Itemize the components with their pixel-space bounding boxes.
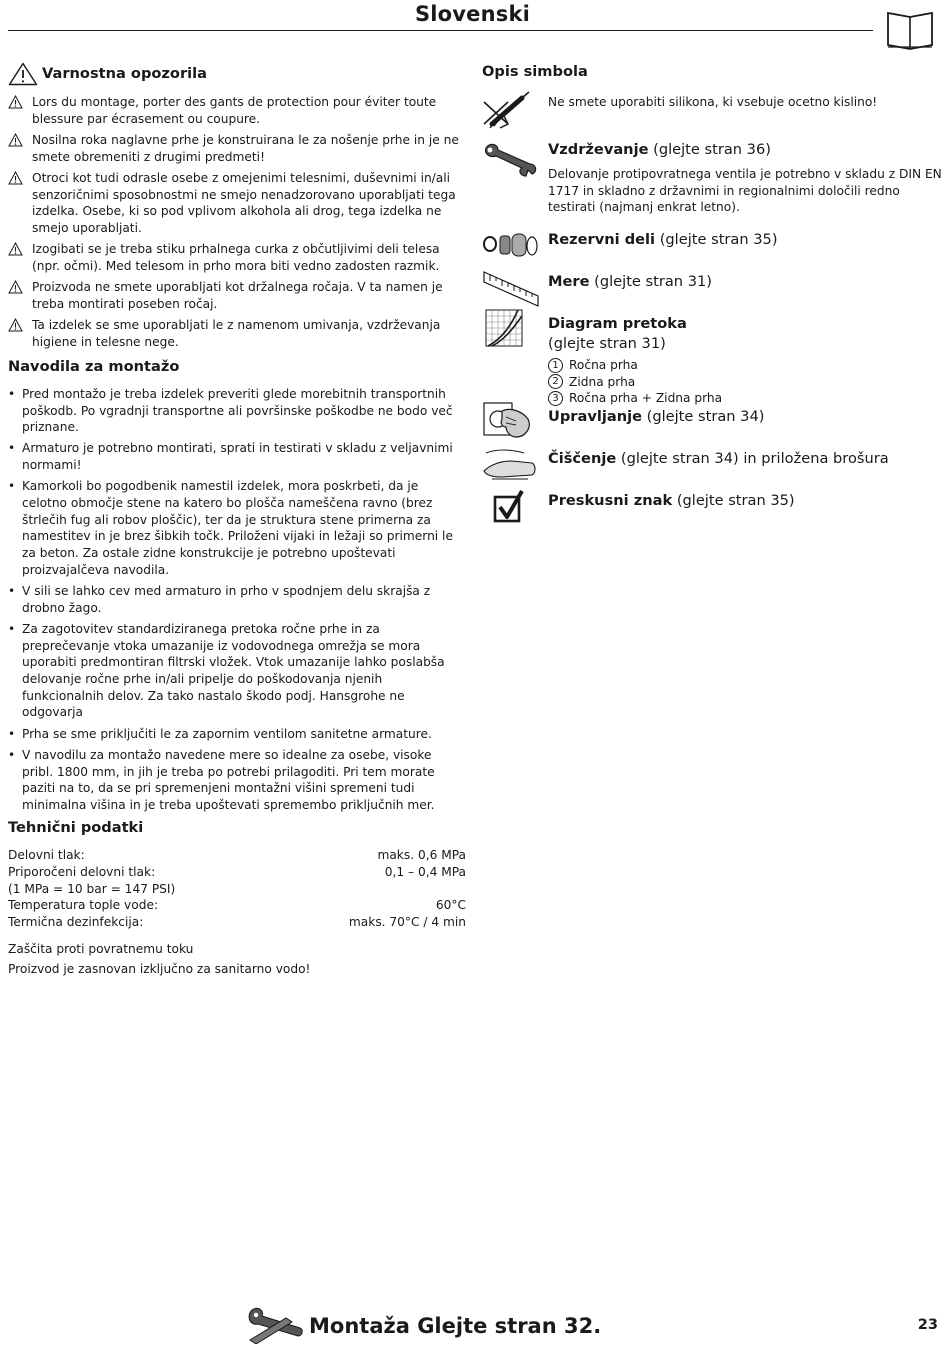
symbol-dimensions xyxy=(482,272,942,314)
assembly-item: • Armaturo je potrebno montirati, sprati in testirati v skladu z veljavnimi normami! xyxy=(8,440,466,473)
symbol-cleaning xyxy=(482,449,942,491)
backflow-note: Zaščita proti povratnemu toku xyxy=(8,941,194,956)
operation-hand-icon xyxy=(482,397,534,441)
safety-item-text: Otroci kot tudi odrasle osebe z omejenimi telesnimi, duševnimi in/ali senzoričnimi sposobnostmi ne smejo nenadzorovano uporabljati tega izdelka. Osebe, ki so pod vplivom alkohola ali drog, tega izdelka ne smejo uporabljati. xyxy=(32,171,456,236)
safety-item-text: Lors du montage, porter des gants de protection pour éviter toute blessure par écrasement ou coupure. xyxy=(32,95,437,126)
assembly-item: • Za zagotovitev standardiziranega pretoka ročne prhe in za preprečevanje vtoka umazanije iz vodovodnega omrežja se mora uporabiti predmontiran filtrski vložek. Vtok umazanije lahko poslabša delovanje ročne prhe in/ali pripelje do poškodovanja njenih funkcionalnih delov. Za tako nastalo škodo podj. Hansgrohe ne odgovarja xyxy=(8,621,466,721)
flow-legend-item xyxy=(548,374,942,391)
tech-label: Temperatura tople vode: xyxy=(8,898,159,913)
technical-heading: Tehnični podatki xyxy=(8,819,144,837)
safety-item xyxy=(8,94,466,127)
flow-diagram-ref: (glejte stran 31) xyxy=(548,335,666,352)
tools-icon xyxy=(246,1306,304,1344)
symbol-spare-parts xyxy=(482,230,942,270)
assembly-item: • V sili se lahko cev med armaturo in prho v spodnjem delu skrajša z drobno žago. xyxy=(8,583,466,616)
tech-row xyxy=(8,847,466,864)
tech-label: Delovni tlak: xyxy=(8,848,85,863)
symbol-silicone xyxy=(482,94,942,134)
tech-row xyxy=(8,897,466,914)
maintenance-title: Vzdrževanje (glejte stran 36) xyxy=(548,141,771,158)
tech-value: 60°C xyxy=(435,898,466,913)
cleaning-title: Čiščenje (glejte stran 34) in priložena brošura xyxy=(548,449,889,467)
warning-triangle-icon xyxy=(8,133,23,147)
safety-heading xyxy=(8,62,466,86)
flow-diagram-title: Diagram pretoka xyxy=(548,315,687,332)
spare-parts-title: Rezervni deli (glejte stran 35) xyxy=(548,231,778,248)
warning-triangle-icon xyxy=(8,318,23,332)
tech-row xyxy=(8,881,466,898)
page-title: Slovenski xyxy=(414,2,531,26)
symbol-operation xyxy=(482,407,942,449)
flow-legend-item xyxy=(548,357,942,374)
operation-title: Upravljanje (glejte stran 34) xyxy=(548,407,765,425)
wrench-icon xyxy=(482,142,538,178)
tech-label: Termična dezinfekcija: xyxy=(8,915,144,929)
flow-legend-number: 2 xyxy=(548,374,563,389)
right-column xyxy=(482,62,942,533)
warning-triangle-icon xyxy=(8,280,23,294)
tech-row xyxy=(8,864,466,881)
safety-item xyxy=(8,317,466,350)
safety-item xyxy=(8,279,466,312)
ruler-icon xyxy=(482,270,540,308)
symbols-heading: Opis simbola xyxy=(482,63,588,80)
flow-legend-label: Ročna prha + Zidna prha xyxy=(569,391,723,406)
tech-value: 0,1 – 0,4 MPa xyxy=(384,864,466,879)
tech-row xyxy=(8,914,466,931)
safety-item-text: Izogibati se je treba stiku prhalnega curka z občutljivimi deli telesa (npr. očmi). Med telesom in prho mora biti vedno zadosten razmik. xyxy=(32,242,440,274)
open-book-icon xyxy=(886,11,934,51)
flow-legend-number: 1 xyxy=(548,358,563,373)
assembly-item: • Pred montažo je treba izdelek preveriti glede morebitnih transportnih poškodb. Po vgradnji transportne ali površinske poškodbe ne bodo več priznane. xyxy=(8,386,466,436)
sanitary-note: Proizvod je zasnovan izključno za sanitarno vodo! xyxy=(8,962,311,977)
assembly-item: • Prha se sme priključiti le za zapornim ventilom sanitetne armature. xyxy=(8,726,466,743)
cleaning-hand-icon xyxy=(482,443,538,483)
warning-triangle-icon xyxy=(8,62,38,86)
assembly-heading: Navodila za montažo xyxy=(8,357,180,375)
tech-value: maks. 70°C / 4 min xyxy=(348,915,466,929)
maintenance-text: Delovanje protipovratnega ventila je potrebno v skladu z DIN EN 1717 in skladno z državnimi in regionalnimi določili redno testirati (najmanj enkrat letno). xyxy=(548,167,942,215)
left-column xyxy=(8,62,466,978)
safety-item-text: Nosilna roka naglavne prhe je konstruirana le za nošenje prhe in je ne smete obremeniti z drugimi predmeti! xyxy=(32,133,459,164)
page-number: 23 xyxy=(917,1316,938,1333)
symbol-maintenance xyxy=(482,140,942,226)
flow-legend-item xyxy=(548,390,942,407)
warning-triangle-icon xyxy=(8,171,23,185)
silicone-gun-icon xyxy=(482,90,534,132)
silicone-text: Ne smete uporabiti silikona, ki vsebuje ocetno kislino! xyxy=(548,95,878,109)
test-mark-title: Preskusni znak (glejte stran 35) xyxy=(548,491,795,509)
symbol-flow-diagram xyxy=(482,314,942,407)
tech-value: maks. 0,6 MPa xyxy=(377,848,466,863)
warning-triangle-icon xyxy=(8,95,23,109)
assembly-item: • Kamorkoli bo pogodbenik namestil izdelek, mora poskrbeti, da je celotno območje stene na katero bo plošča nameščena ravno (brez štrlečih fug ali robov ploščic), ter da je struktura stene primerna za namestitev in je brez šibkih točk. Priloženi vijaki in ležaji so primerni le za beton. Za ostale zidne konstrukcije je potrebno upoštevati proizvajalčeva navodila. xyxy=(8,478,466,578)
safety-item xyxy=(8,132,466,165)
safety-item xyxy=(8,170,466,237)
spare-parts-icon xyxy=(482,230,538,262)
safety-item-text: Ta izdelek se sme uporabljati le z namenom umivanja, vzdrževanja higiene in telesne nege. xyxy=(32,318,441,350)
safety-heading-text: Varnostna opozorila xyxy=(42,65,208,82)
safety-item-text: Proizvoda ne smete uporabljati kot držalnega ročaja. V ta namen je treba montirati poseben ročaj. xyxy=(32,280,443,312)
assembly-item: • V navodilu za montažo navedene mere so idealne za osebe, visoke pribl. 1800 mm, in jih je treba po potrebi prilagoditi. Pri tem morate paziti na to, da se pri spremenjeni montažni višini spremeni tudi minimalna višina in je treba upoštevati spremembo priključnih mer. xyxy=(8,747,466,814)
tech-label: Priporočeni delovni tlak: xyxy=(8,864,156,879)
flow-diagram-icon xyxy=(482,306,526,350)
flow-legend-label: Zidna prha xyxy=(569,374,636,389)
symbol-test-mark xyxy=(482,491,942,533)
tech-label: (1 MPa = 10 bar = 147 PSI) xyxy=(8,881,176,896)
footer-assembly-reference: Montaža Glejte stran 32. xyxy=(309,1314,602,1338)
safety-item xyxy=(8,241,466,274)
flow-diagram-legend xyxy=(548,357,942,407)
warning-triangle-icon xyxy=(8,242,23,256)
checkmark-box-icon xyxy=(492,489,526,525)
flow-legend-number: 3 xyxy=(548,391,563,406)
dimensions-title: Mere (glejte stran 31) xyxy=(548,273,712,290)
flow-legend-label: Ročna prha xyxy=(569,358,638,372)
header-rule xyxy=(8,30,873,31)
